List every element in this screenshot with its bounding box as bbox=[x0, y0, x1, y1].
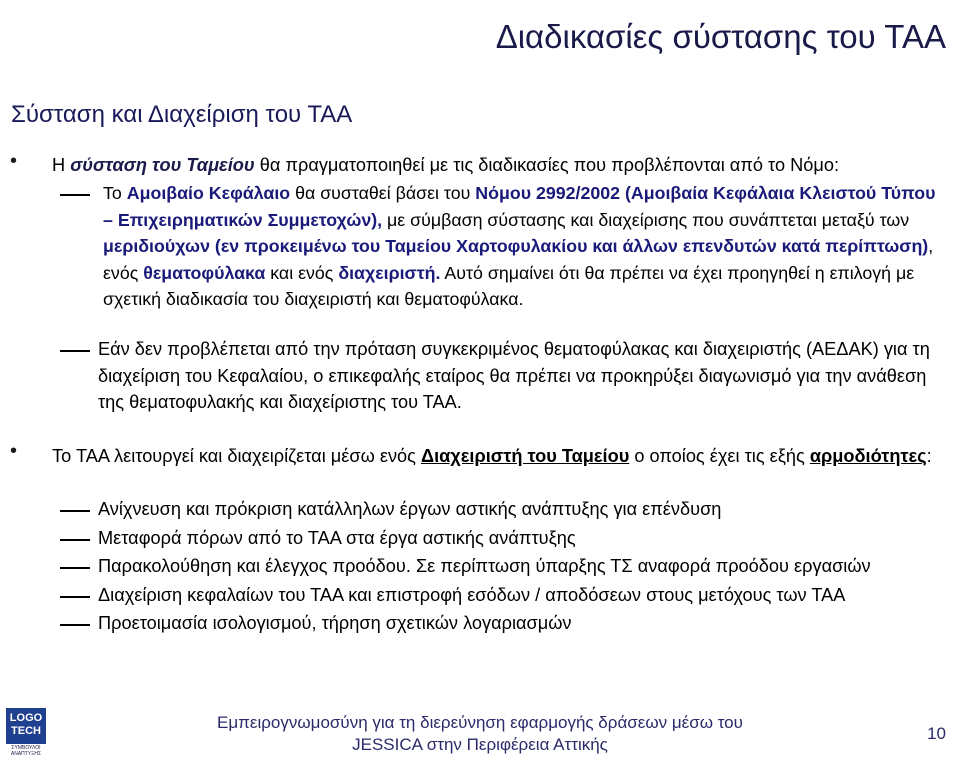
dash-icon bbox=[60, 350, 90, 352]
dash-icon bbox=[60, 194, 90, 196]
responsibilities-list bbox=[60, 496, 950, 637]
subitem-text: Το Αμοιβαίο Κεφάλαιο θα συσταθεί βάσει του Νόμου 2992/2002 (Αμοιβαία Κεφάλαια Κλειστού Τύπου – Επιχειρηματικών Συμμετοχών), με σύμβαση σύστασης και διαχείρισης που συνάπτεται μεταξύ των μεριδιούχων (εν προκειμένω του Ταμείου Χαρτοφυλακίου και άλλων επενδυτών κατά περίπτωση), ενός θεματοφύλακα και ενός διαχειριστή. Αυτό σημαίνει ότι θα πρέπει να έχει προηγηθεί η επιλογή με σχετική διαδικασία του διαχειριστή και θεματοφύλακα. bbox=[103, 183, 936, 310]
dash-icon bbox=[60, 510, 90, 512]
logo-box: LOGO TECH bbox=[6, 708, 46, 744]
footer-line-2: JESSICA στην Περιφέρεια Αττικής bbox=[352, 735, 608, 754]
dash-icon bbox=[60, 539, 90, 541]
section-subtitle: Σύσταση και Διαχείριση του ΤΑΑ bbox=[11, 101, 353, 128]
dash-icon bbox=[60, 567, 90, 569]
page-number: 10 bbox=[927, 724, 946, 743]
bullet-dot-icon: • bbox=[10, 150, 18, 172]
dash-icon bbox=[60, 624, 90, 626]
subitem-text: Εάν δεν προβλέπεται από την πρόταση συγκεκριμένος θεματοφύλακας και διαχειριστής (ΑΕΔΑΚ) για τη διαχείριση του Κεφαλαίου, ο επικεφαλής εταίρος θα πρέπει να προκηρύξει διαγωνισμό για την ανάθεση της θεματοφυλακής και διαχείριστης του ΤΑΑ. bbox=[98, 339, 930, 412]
bullet-text: Το ΤΑΑ λειτουργεί και διαχειρίζεται μέσω ενός Διαχειριστή του Ταμείου ο οποίος έχει τις εξής αρμοδιότητες: bbox=[52, 446, 932, 466]
logotech-logo bbox=[6, 708, 46, 757]
list-item: Ανίχνευση και πρόκριση κατάλληλων έργων αστικής ανάπτυξης για επένδυση bbox=[60, 496, 950, 523]
list-item: Μεταφορά πόρων από το ΤΑΑ στα έργα αστικής ανάπτυξης bbox=[60, 525, 950, 552]
dash-icon bbox=[60, 596, 90, 598]
bullet-dot-icon: • bbox=[10, 440, 18, 462]
slide-title: Διαδικασίες σύστασης του ΤΑΑ bbox=[495, 18, 946, 55]
logo-tagline: ΣΥΜΒΟΥΛΟΙ ΑΝΑΠΤΥΞΗΣ bbox=[10, 745, 42, 757]
bullet-text: Η σύσταση του Ταμείου θα πραγματοποιηθεί με τις διαδικασίες που προβλέπονται από το Νόμο: bbox=[52, 155, 840, 175]
footer-line-1: Εμπειρογνωμοσύνη για τη διερεύνηση εφαρμογής δράσεων μέσω του bbox=[217, 713, 743, 732]
list-item: Προετοιμασία ισολογισμού, τήρηση σχετικών λογαριασμών bbox=[60, 610, 950, 637]
list-item: Παρακολούθηση και έλεγχος προόδου. Σε περίπτωση ύπαρξης ΤΣ αναφορά προόδου εργασιών bbox=[60, 553, 950, 580]
list-item: Διαχείριση κεφαλαίων του ΤΑΑ και επιστροφή εσόδων / αποδόσεων στους μετόχους των ΤΑΑ bbox=[60, 582, 950, 609]
